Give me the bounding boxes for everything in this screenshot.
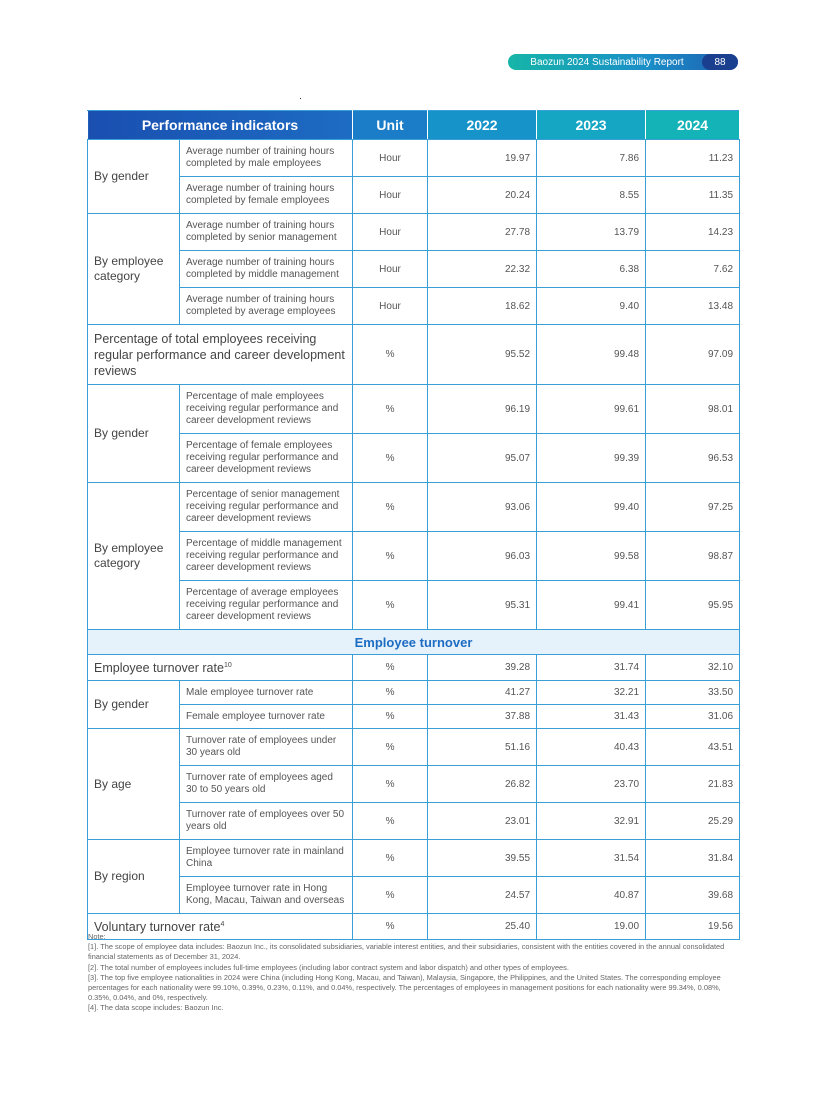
- indicator-cell: Turnover rate of employees over 50 years old: [180, 803, 353, 840]
- unit-cell: %: [353, 532, 428, 581]
- section-header-row: [88, 630, 740, 655]
- column-header-2024: 2024: [646, 111, 740, 140]
- value-2022-cell: 95.31: [428, 581, 537, 630]
- column-header-indicators: Performance indicators: [88, 111, 353, 140]
- unit-cell: %: [353, 877, 428, 914]
- value-2024-cell: 13.48: [646, 288, 740, 325]
- value-2022-cell: 39.55: [428, 840, 537, 877]
- value-2022-cell: 20.24: [428, 177, 537, 214]
- value-2023-cell: 31.43: [537, 705, 646, 729]
- value-2024-cell: 97.25: [646, 483, 740, 532]
- value-2024-cell: 21.83: [646, 766, 740, 803]
- category-cell: By gender: [88, 681, 180, 729]
- value-2024-cell: 31.84: [646, 840, 740, 877]
- value-2022-cell: 93.06: [428, 483, 537, 532]
- report-header-pill: [508, 54, 738, 70]
- unit-cell: %: [353, 914, 428, 940]
- decorative-dot: [300, 98, 301, 99]
- indicator-cell: Average number of training hours completed by senior management: [180, 214, 353, 251]
- indicator-cell: Turnover rate of employees under 30 years old: [180, 729, 353, 766]
- value-2023-cell: 9.40: [537, 288, 646, 325]
- indicator-cell: Average number of training hours completed by female employees: [180, 177, 353, 214]
- category-cell: By gender: [88, 140, 180, 214]
- value-2024-cell: 19.56: [646, 914, 740, 940]
- value-2024-cell: 98.87: [646, 532, 740, 581]
- indicator-cell: Employee turnover rate in mainland China: [180, 840, 353, 877]
- value-2023-cell: 7.86: [537, 140, 646, 177]
- footnote-2: [2]. The total number of employees includes full-time employees (including labor contract system and labor dispatch) and other types of employees.: [88, 962, 569, 972]
- value-2022-cell: 18.62: [428, 288, 537, 325]
- table-row: [88, 729, 740, 766]
- value-2023-cell: 99.61: [537, 385, 646, 434]
- value-2023-cell: 23.70: [537, 766, 646, 803]
- table-row: [88, 251, 740, 288]
- indicator-cell: [88, 655, 353, 681]
- table-row: [88, 214, 740, 251]
- unit-cell: %: [353, 325, 428, 385]
- indicator-cell: Average number of training hours completed by average employees: [180, 288, 353, 325]
- notes-label: Note:: [88, 932, 106, 941]
- value-2023-cell: 99.39: [537, 434, 646, 483]
- footnote-3: [3]. The top five employee nationalities in 2024 were China (including Hong Kong, Macau, and Taiwan), Malaysia, Singapore, the Philippines, and the United States. The corresponding employee percentages for each nationality were 99.10%, 0.39%, 0.23%, 0.11%, and 0.04%, respectively. The percentages of employees in management positions for each nationality were 99.34%, 0.08%, 0.35%, 0.04%, and 0%, respectively.: [88, 972, 721, 1003]
- value-2023-cell: 32.91: [537, 803, 646, 840]
- value-2024-cell: 43.51: [646, 729, 740, 766]
- category-cell: By employee category: [88, 214, 180, 325]
- unit-cell: Hour: [353, 177, 428, 214]
- indicator-label: Employee turnover rate: [94, 661, 224, 676]
- unit-cell: %: [353, 385, 428, 434]
- table-row: [88, 877, 740, 914]
- value-2022-cell: 51.16: [428, 729, 537, 766]
- column-header-2023: 2023: [537, 111, 646, 140]
- report-title: Baozun 2024 Sustainability Report: [530, 56, 684, 68]
- value-2023-cell: 99.58: [537, 532, 646, 581]
- table-row: [88, 140, 740, 177]
- column-header-unit: Unit: [353, 111, 428, 140]
- unit-cell: Hour: [353, 214, 428, 251]
- category-cell: By age: [88, 729, 180, 840]
- value-2024-cell: 25.29: [646, 803, 740, 840]
- table-row: [88, 434, 740, 483]
- value-2024-cell: 7.62: [646, 251, 740, 288]
- table-row: [88, 483, 740, 532]
- unit-cell: %: [353, 581, 428, 630]
- value-2023-cell: 31.74: [537, 655, 646, 681]
- value-2022-cell: 19.97: [428, 140, 537, 177]
- value-2022-cell: 26.82: [428, 766, 537, 803]
- value-2024-cell: 31.06: [646, 705, 740, 729]
- indicator-cell: Female employee turnover rate: [180, 705, 353, 729]
- value-2022-cell: 37.88: [428, 705, 537, 729]
- table-row: [88, 288, 740, 325]
- unit-cell: %: [353, 483, 428, 532]
- category-cell: By employee category: [88, 483, 180, 630]
- indicator-cell: Turnover rate of employees aged 30 to 50 years old: [180, 766, 353, 803]
- indicator-cell: Percentage of average employees receiving regular performance and career development reviews: [180, 581, 353, 630]
- unit-cell: %: [353, 803, 428, 840]
- indicator-label: Voluntary turnover rate: [94, 920, 221, 935]
- table-row: [88, 681, 740, 705]
- unit-cell: Hour: [353, 251, 428, 288]
- value-2023-cell: 40.43: [537, 729, 646, 766]
- value-2022-cell: 96.19: [428, 385, 537, 434]
- section-title-employee-turnover: Employee turnover: [88, 630, 740, 655]
- value-2022-cell: 96.03: [428, 532, 537, 581]
- table-row: [88, 705, 740, 729]
- value-2024-cell: 39.68: [646, 877, 740, 914]
- value-2024-cell: 33.50: [646, 681, 740, 705]
- footnote-marker: 4: [220, 921, 225, 929]
- column-header-2022: 2022: [428, 111, 537, 140]
- table-row: [88, 385, 740, 434]
- page-number: 88: [702, 54, 738, 70]
- table-row: [88, 532, 740, 581]
- value-2023-cell: 40.87: [537, 877, 646, 914]
- table-row: [88, 803, 740, 840]
- unit-cell: %: [353, 681, 428, 705]
- value-2022-cell: 23.01: [428, 803, 537, 840]
- indicator-cell: Percentage of male employees receiving regular performance and career development reviews: [180, 385, 353, 434]
- indicator-cell: Percentage of female employees receiving regular performance and career development reviews: [180, 434, 353, 483]
- value-2023-cell: 19.00: [537, 914, 646, 940]
- value-2022-cell: 95.52: [428, 325, 537, 385]
- unit-cell: %: [353, 655, 428, 681]
- unit-cell: %: [353, 729, 428, 766]
- category-cell: By gender: [88, 385, 180, 483]
- value-2023-cell: 31.54: [537, 840, 646, 877]
- value-2024-cell: 32.10: [646, 655, 740, 681]
- performance-table: [87, 110, 740, 940]
- indicator-cell: Percentage of senior management receiving regular performance and career development reviews: [180, 483, 353, 532]
- value-2023-cell: 8.55: [537, 177, 646, 214]
- footnotes: [88, 932, 738, 1014]
- value-2022-cell: 24.57: [428, 877, 537, 914]
- value-2024-cell: 95.95: [646, 581, 740, 630]
- value-2024-cell: 11.35: [646, 177, 740, 214]
- value-2022-cell: 41.27: [428, 681, 537, 705]
- footnote-1: [1]. The scope of employee data includes: Baozun Inc., its consolidated subsidiaries, variable interest entities, and their subsidiaries, consistent with the entities covered in the annual consolidated financial statements as of December 31, 2024.: [88, 942, 725, 962]
- value-2024-cell: 98.01: [646, 385, 740, 434]
- indicator-cell: Average number of training hours completed by male employees: [180, 140, 353, 177]
- value-2022-cell: 95.07: [428, 434, 537, 483]
- value-2023-cell: 99.40: [537, 483, 646, 532]
- table-row: [88, 655, 740, 681]
- unit-cell: Hour: [353, 288, 428, 325]
- value-2023-cell: 6.38: [537, 251, 646, 288]
- value-2024-cell: 96.53: [646, 434, 740, 483]
- unit-cell: %: [353, 705, 428, 729]
- table-row: [88, 840, 740, 877]
- unit-cell: %: [353, 434, 428, 483]
- unit-cell: %: [353, 840, 428, 877]
- footnote-marker: 10: [223, 662, 232, 670]
- value-2023-cell: 99.41: [537, 581, 646, 630]
- value-2024-cell: 11.23: [646, 140, 740, 177]
- indicator-cell: Male employee turnover rate: [180, 681, 353, 705]
- value-2022-cell: 27.78: [428, 214, 537, 251]
- table-row: [88, 177, 740, 214]
- value-2023-cell: 13.79: [537, 214, 646, 251]
- value-2022-cell: 39.28: [428, 655, 537, 681]
- unit-cell: Hour: [353, 140, 428, 177]
- table-header-row: [88, 111, 740, 140]
- table-row: [88, 325, 740, 385]
- indicator-cell: Percentage of total employees receiving regular performance and career development reviews: [88, 325, 353, 385]
- indicator-cell: Percentage of middle management receiving regular performance and career development reviews: [180, 532, 353, 581]
- footnote-4: [4]. The data scope includes: Baozun Inc.: [88, 1003, 224, 1013]
- value-2023-cell: 32.21: [537, 681, 646, 705]
- indicator-cell: Average number of training hours completed by middle management: [180, 251, 353, 288]
- unit-cell: %: [353, 766, 428, 803]
- table-row: [88, 581, 740, 630]
- category-cell: By region: [88, 840, 180, 914]
- value-2024-cell: 97.09: [646, 325, 740, 385]
- table-row: [88, 766, 740, 803]
- value-2024-cell: 14.23: [646, 214, 740, 251]
- indicator-cell: Employee turnover rate in Hong Kong, Macau, Taiwan and overseas: [180, 877, 353, 914]
- value-2022-cell: 22.32: [428, 251, 537, 288]
- value-2023-cell: 99.48: [537, 325, 646, 385]
- value-2022-cell: 25.40: [428, 914, 537, 940]
